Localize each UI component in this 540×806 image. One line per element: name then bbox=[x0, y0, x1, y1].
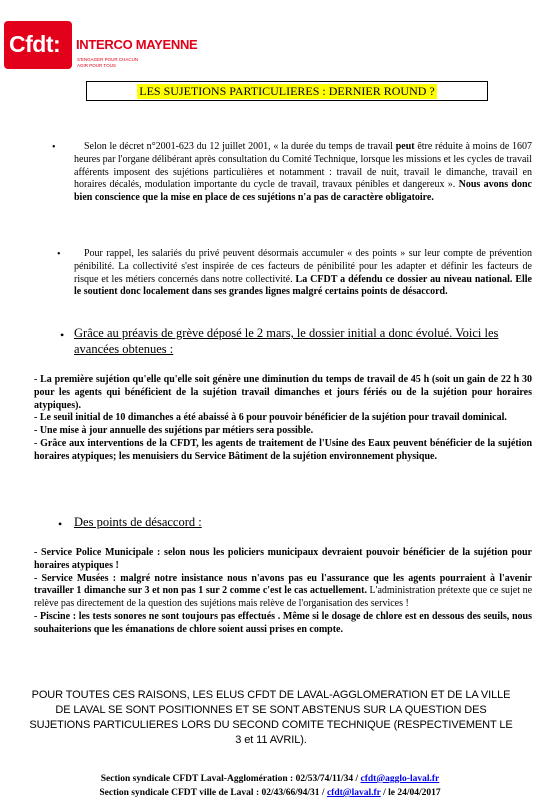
list-item: - Une mise à jour annuelle des sujétions par métiers sera possible. bbox=[34, 425, 314, 437]
musees-label: - Service Musées bbox=[34, 572, 109, 584]
musees-text: : malgré notre insistance nous n'avons pas eu l'assurance que les agents pourraient à l'avenir travailler 1 dimanche sur 3 et non pas 1 sur 2 comme c'est le cas actuellement. bbox=[34, 572, 532, 597]
footer-date: / le 24/04/2017 bbox=[380, 788, 441, 798]
email-link-ville[interactable]: cfdt@laval.fr bbox=[326, 788, 381, 798]
bullet-icon: • bbox=[52, 142, 56, 153]
footer-line-ville bbox=[0, 787, 540, 799]
intro-p1-emphasis: peut bbox=[395, 141, 415, 152]
intro-p1-text-2: être réduite à moins de 1607 heures par l'organe délibérant après consultation du Comité Technique, lorsque les missions et les cycles de travail afférents imposent des sujétions particulières et notamment : travail de nuit, travail le dimanche, travail en horaires décalés, modulation importante du cycle de travail, travaux pénibles et dangereux ». bbox=[74, 141, 532, 191]
footer-separator: / bbox=[321, 788, 327, 798]
intro-p2-emphasis: La CFDT a défendu ce dossier au niveau national. Elle le soutient donc localement dans ses grandes lignes malgré certains points de désaccord. bbox=[74, 273, 532, 298]
disagreements-list bbox=[34, 547, 532, 637]
conclusion-statement: POUR TOUTES CES RAISONS, LES ELUS CFDT DE LAVAL-AGGLOMERATION ET DE LA VILLE DE LAVAL SE SONT POSITIONNES ET SE SONT ABSTENUS SUR LA QUESTION DES SUJETIONS PARTICULIERES LORS DU SECOND COMITE TECHNIQUE (RESPECTIVEMENT LE 3 et 11 AVRIL). bbox=[29, 689, 513, 746]
list-item: - Service Police Municipale : selon nous les policiers municipaux devraient pouvoir bénéficier de la sujétion pour horaires atypiques ! bbox=[34, 547, 532, 571]
bullet-icon: • bbox=[60, 328, 65, 342]
brand-tagline-1: S'ENGAGER POUR CHACUN bbox=[77, 57, 139, 62]
advances-list bbox=[34, 374, 532, 464]
intro-p1-conclusion: Nous avons donc bien conscience que la mise en place de ces sujétions n'a pas de caractère obligatoire. bbox=[74, 179, 532, 204]
musees-note: L'administration prétexte que ce sujet ne relève pas directement de la question des sujétions mais relève de l'organisation des services ! bbox=[34, 585, 533, 610]
section-heading-advances: Grâce au préavis de grève déposé le 2 mars, le dossier initial a donc évolué. Voici les avancées obtenues : bbox=[74, 326, 499, 356]
bullet-icon: • bbox=[58, 517, 63, 531]
list-item bbox=[34, 573, 532, 611]
footer-ville-text: Section syndicale CFDT ville de Laval : 02/43/66/94/31 bbox=[99, 788, 322, 798]
logo-text: Cfdt: bbox=[9, 31, 61, 57]
list-item: - La première sujétion qu'elle qu'elle soit génère une diminution du temps de travail de 45 h (soit un gain de 22 h 30 pour les agents qui bénéficient de la sujétion travail dimanches et jours fériés ou de la sujétion pour horaires atypiques). bbox=[34, 374, 532, 411]
footer-agglo-text: Section syndicale CFDT Laval-Agglomération : 02/53/74/11/34 bbox=[100, 774, 356, 784]
list-item: - Grâce aux interventions de la CFDT, les agents de traitement de l'Usine des Eaux peuvent bénéficier de la sujétion horaires atypiques; les menuisiers du Service Bâtiment de la sujétion environnement physique. bbox=[34, 437, 532, 462]
cfdt-logo bbox=[4, 21, 72, 69]
list-item: - Piscine : les tests sonores ne sont toujours pas effectués . Même si le dosage de chlore est en dessous des seuils, nous souhaiterions que les émanations de chlore soient aussi prises en compte. bbox=[34, 610, 532, 635]
email-link-agglo[interactable]: cfdt@agglo-laval.fr bbox=[360, 774, 440, 784]
brand-name: INTERCO MAYENNE bbox=[76, 37, 198, 52]
footer-line-agglo bbox=[0, 773, 540, 785]
document-title: LES SUJETIONS PARTICULIERES : DERNIER ROUND ? bbox=[139, 83, 435, 98]
intro-p2-text: Pour rappel, les salariés du privé peuvent désormais accumuler « des points » sur leur compte de prévention pénibilité. La collectivité s'est inspirée de ces facteurs de pénibilité pour les adapter et définir les facteurs de risque et les métiers concernés dans notre collectivité. bbox=[74, 248, 532, 285]
footer-separator: / bbox=[355, 774, 361, 784]
intro-paragraph-2 bbox=[74, 248, 532, 299]
bullet-icon: • bbox=[57, 249, 61, 260]
section-heading-disagreements: Des points de désaccord : bbox=[74, 515, 202, 529]
document-title-box bbox=[86, 81, 488, 101]
list-item: - Le seuil initial de 10 dimanches a été abaissé à 6 pour pouvoir bénéficier de la sujétion pour travail dominical. bbox=[34, 412, 507, 424]
intro-paragraph-1 bbox=[74, 141, 532, 205]
brand-tagline-2: AGIR POUR TOUS bbox=[77, 63, 116, 68]
intro-p1-text: Selon le décret n°2001-623 du 12 juillet 2001, « la durée du temps de travail bbox=[84, 141, 396, 152]
